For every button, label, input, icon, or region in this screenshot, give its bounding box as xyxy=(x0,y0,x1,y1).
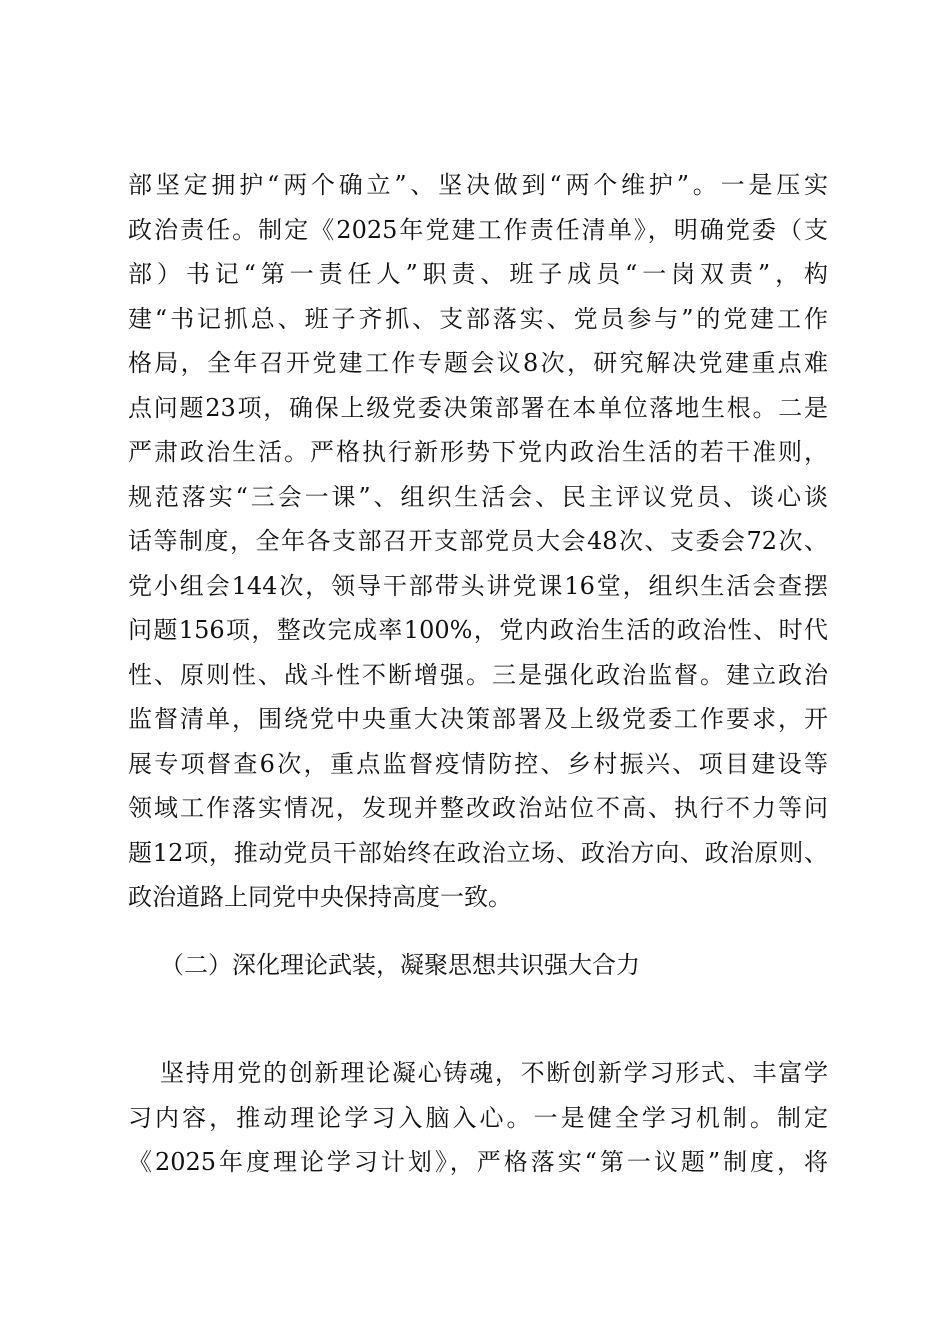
paragraph-line: 领域工作落实情况，发现并整改政治站位不高、执行不力等问 xyxy=(128,794,828,822)
paragraph-line: 《2025年度理论学习计划》，严格落实“第一议题”制度，将 xyxy=(128,1148,828,1176)
paragraph-line: 严肃政治生活。严格执行新形势下党内政治生活的若干准则， xyxy=(128,438,828,466)
paragraph-line: 部坚定拥护“两个确立”、坚决做到“两个维护”。一是压实 xyxy=(128,171,828,199)
paragraph-line: 习内容，推动理论学习入脑入心。一是健全学习机制。制定 xyxy=(128,1103,828,1132)
paragraph-line: 问题156项，整改完成率100%，党内政治生活的政治性、时代 xyxy=(128,616,828,644)
paragraph-line: 格局，全年召开党建工作专题会议8次，研究解决党建重点难 xyxy=(128,349,828,377)
paragraph-line: 建“书记抓总、班子齐抓、支部落实、党员参与”的党建工作 xyxy=(128,304,828,333)
paragraph-theoretical-study xyxy=(128,1051,828,1185)
paragraph-line: 坚持用党的创新理论凝心铸魂，不断创新学习形式、丰富学 xyxy=(160,1059,828,1087)
paragraph-line: 监督清单，围绕党中央重大决策部署及上级党委工作要求，开 xyxy=(128,705,828,733)
paragraph-line: 点问题23项，确保上级党委决策部署在本单位落地生根。二是 xyxy=(128,393,828,422)
paragraph-line: 部）书记“第一责任人”职责、班子成员“一岗双责”，构 xyxy=(128,260,828,288)
paragraph-line: 性、原则性、战斗性不断增强。三是强化政治监督。建立政治 xyxy=(128,660,828,689)
paragraph-line: 政治责任。制定《2025年党建工作责任清单》，明确党委（支 xyxy=(128,215,828,244)
section-heading: （二）深化理论武装，凝聚思想共识强大合力 xyxy=(160,951,640,979)
paragraph-line: 题12项，推动党员干部始终在政治立场、政治方向、政治原则、 xyxy=(128,838,828,867)
paragraph-line: 规范落实“三会一课”、组织生活会、民主评议党员、谈心谈 xyxy=(128,482,828,511)
paragraph-party-building-responsibility xyxy=(128,163,828,920)
paragraph-line: 党小组会144次，领导干部带头讲党课16堂，组织生活会查摆 xyxy=(128,571,828,600)
paragraph-line: 话等制度，全年各支部召开支部党员大会48次、支委会72次、 xyxy=(128,527,828,555)
paragraph-line: 政治道路上同党中央保持高度一致。 xyxy=(128,883,512,911)
paragraph-line: 展专项督查6次，重点监督疫情防控、乡村振兴、项目建设等 xyxy=(128,749,828,778)
